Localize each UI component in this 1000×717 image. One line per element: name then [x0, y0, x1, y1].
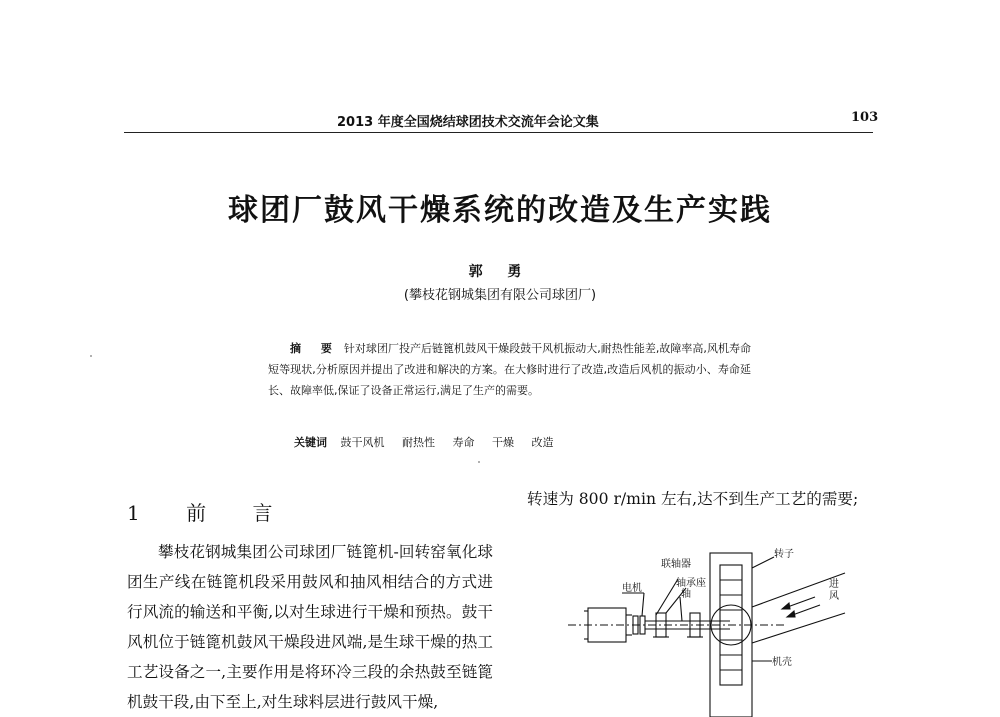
abstract-text: 针对球团厂投产后链篦机鼓风干燥段鼓干风机振动大,耐热性能差,故障率高,风机寿命短等现状,分析原因并提出了改进和解决的方案。在大修时进行了改造,改造后风机的振动小、寿命延长、故障率低,保证了设备正常运行,满足了生产的需要。 [268, 342, 751, 397]
abstract-label: 摘 要 [290, 342, 340, 355]
fan-structure-figure [560, 545, 860, 717]
label-coupling: 联轴器 [661, 559, 691, 570]
section-heading: 1 前 言 [127, 501, 293, 525]
label-casing: 机壳 [772, 657, 792, 668]
label-inlet-char: 进 [829, 579, 839, 590]
keyword: 改造 [531, 436, 554, 449]
label-inlet [829, 577, 839, 602]
body-paragraph-left: 攀枝花钢城集团公司球团厂链篦机-回转窑氧化球团生产线在链篦机段采用鼓风和抽风相结合的方式进行风流的输送和平衡,以对生球进行干燥和预热。鼓干风机位于链篦机鼓风干燥段进风端,是生球干燥的热工工艺设备之一,主要作用是将环冷三段的余热鼓至链篦机鼓干段,由下至上,对生球料层进行鼓风干燥, [127, 543, 493, 711]
keyword: 耐热性 [402, 436, 435, 449]
keywords [294, 434, 568, 450]
body-paragraph-right: 转速为 800 r/min 左右,达不到生产工艺的需要; [527, 490, 859, 508]
label-motor: 电机 [622, 583, 642, 594]
scan-speck [90, 355, 92, 357]
keywords-label: 关键词 [294, 436, 327, 449]
header-rule [124, 132, 873, 133]
keyword: 鼓干风机 [340, 436, 385, 449]
keyword: 干燥 [492, 436, 514, 449]
page-number: 103 [851, 110, 879, 125]
keyword: 寿命 [452, 436, 475, 449]
label-inlet-char: 风 [829, 591, 839, 602]
author-name: 郭 勇 [468, 264, 532, 280]
paper-title: 球团厂鼓风干燥系统的改造及生产实践 [228, 193, 772, 228]
inlet-duct-bottom [752, 613, 845, 643]
label-bearing-seat: 轴承座 [676, 578, 706, 589]
label-shaft: 轴 [681, 589, 691, 600]
fan-casing [710, 553, 752, 717]
author-affiliation: (攀枝花钢城集团有限公司球团厂) [403, 288, 597, 303]
scan-speck [478, 461, 480, 463]
label-rotor: 转子 [774, 549, 794, 560]
abstract [268, 338, 751, 401]
running-header: 2013 年度全国烧结球团技术交流年会论文集 [337, 115, 599, 130]
